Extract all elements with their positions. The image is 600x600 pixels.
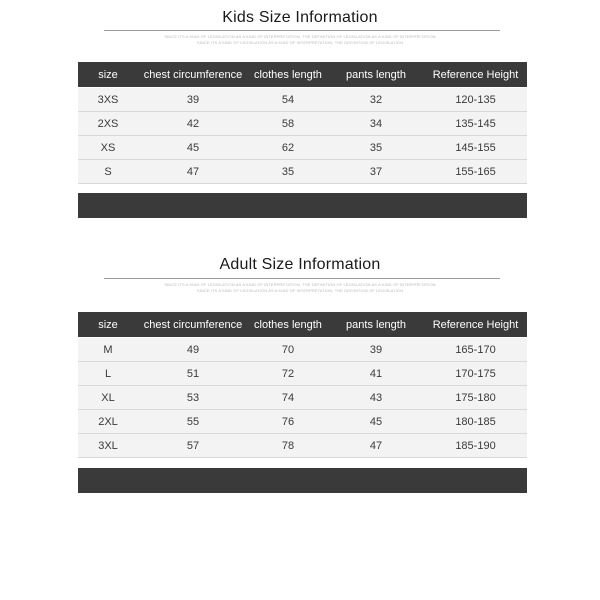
pants-length-cell: 32 (328, 88, 424, 112)
adult-header-row (78, 312, 527, 338)
kids-size-table (78, 62, 527, 184)
kids-fine-print-1: SINCE ITS A KIND OF LEGISLATION AS A KIND OF INTERPRETATION, THE DEFINITION OF LEGISLATION AS A KIND OF INTERPRETATION (164, 34, 436, 39)
reference-height-cell: 135-145 (424, 112, 527, 136)
clothes-length-cell: 54 (248, 88, 328, 112)
clothes-length-cell: 35 (248, 160, 328, 184)
chest-cell: 51 (138, 362, 248, 386)
reference-height-cell: 165-170 (424, 338, 527, 362)
size-cell: M (78, 338, 138, 362)
kids-header-row (78, 62, 527, 88)
reference-height-cell: 155-165 (424, 160, 527, 184)
size-cell: 2XL (78, 410, 138, 434)
table-row (78, 410, 527, 434)
chest-cell: 53 (138, 386, 248, 410)
pants-length-cell: 34 (328, 112, 424, 136)
kids-header-reference-height: Reference Height (424, 62, 527, 88)
pants-length-cell: 47 (328, 434, 424, 458)
chest-cell: 49 (138, 338, 248, 362)
chest-cell: 55 (138, 410, 248, 434)
pants-length-cell: 39 (328, 338, 424, 362)
table-row (78, 362, 527, 386)
chest-cell: 42 (138, 112, 248, 136)
clothes-length-cell: 78 (248, 434, 328, 458)
reference-height-cell: 145-155 (424, 136, 527, 160)
pants-length-cell: 37 (328, 160, 424, 184)
clothes-length-cell: 70 (248, 338, 328, 362)
adult-fine-print-2: SINCE ITS A KIND OF LEGISLATION AS A KIND OF INTERPRETATION, THE DEFINITION OF LEGISLATION (196, 288, 404, 293)
pants-length-cell: 41 (328, 362, 424, 386)
reference-height-cell: 170-175 (424, 362, 527, 386)
kids-header-chest: chest circumference (138, 62, 248, 88)
chest-cell: 47 (138, 160, 248, 184)
table-row (78, 112, 527, 136)
kids-title-rule (104, 30, 500, 31)
size-cell: 3XS (78, 88, 138, 112)
size-cell: 3XL (78, 434, 138, 458)
kids-header-pants-length: pants length (328, 62, 424, 88)
pants-length-cell: 43 (328, 386, 424, 410)
table-row (78, 88, 527, 112)
reference-height-cell: 185-190 (424, 434, 527, 458)
table-row (78, 160, 527, 184)
reference-height-cell: 120-135 (424, 88, 527, 112)
table-row (78, 434, 527, 458)
clothes-length-cell: 58 (248, 112, 328, 136)
kids-header-clothes-length: clothes length (248, 62, 328, 88)
kids-title: Kids Size Information (222, 9, 378, 26)
reference-height-cell: 180-185 (424, 410, 527, 434)
chest-cell: 45 (138, 136, 248, 160)
adult-size-table (78, 312, 527, 458)
kids-table-footer-bar (78, 193, 527, 218)
table-row (78, 136, 527, 160)
adult-header-reference-height: Reference Height (424, 312, 527, 338)
kids-fine-print-2: SINCE ITS A KIND OF LEGISLATION AS A KIND OF INTERPRETATION, THE DEFINITION OF LEGISLATION (196, 40, 404, 45)
adult-header-clothes-length: clothes length (248, 312, 328, 338)
table-row (78, 386, 527, 410)
pants-length-cell: 35 (328, 136, 424, 160)
adult-fine-print-1: SINCE ITS A KIND OF LEGISLATION AS A KIND OF INTERPRETATION, THE DEFINITION OF LEGISLATION AS A KIND OF INTERPRETATION (164, 282, 436, 287)
clothes-length-cell: 62 (248, 136, 328, 160)
reference-height-cell: 175-180 (424, 386, 527, 410)
adult-header-pants-length: pants length (328, 312, 424, 338)
size-cell: XS (78, 136, 138, 160)
adult-table-footer-bar (78, 468, 527, 493)
clothes-length-cell: 76 (248, 410, 328, 434)
size-cell: S (78, 160, 138, 184)
clothes-length-cell: 72 (248, 362, 328, 386)
chest-cell: 39 (138, 88, 248, 112)
size-cell: 2XS (78, 112, 138, 136)
adult-header-chest: chest circumference (138, 312, 248, 338)
chest-cell: 57 (138, 434, 248, 458)
table-row (78, 338, 527, 362)
clothes-length-cell: 74 (248, 386, 328, 410)
adult-title-rule (104, 278, 500, 279)
adult-title: Adult Size Information (219, 256, 381, 273)
size-cell: XL (78, 386, 138, 410)
size-cell: L (78, 362, 138, 386)
pants-length-cell: 45 (328, 410, 424, 434)
kids-header-size: size (78, 62, 138, 88)
adult-header-size: size (78, 312, 138, 338)
